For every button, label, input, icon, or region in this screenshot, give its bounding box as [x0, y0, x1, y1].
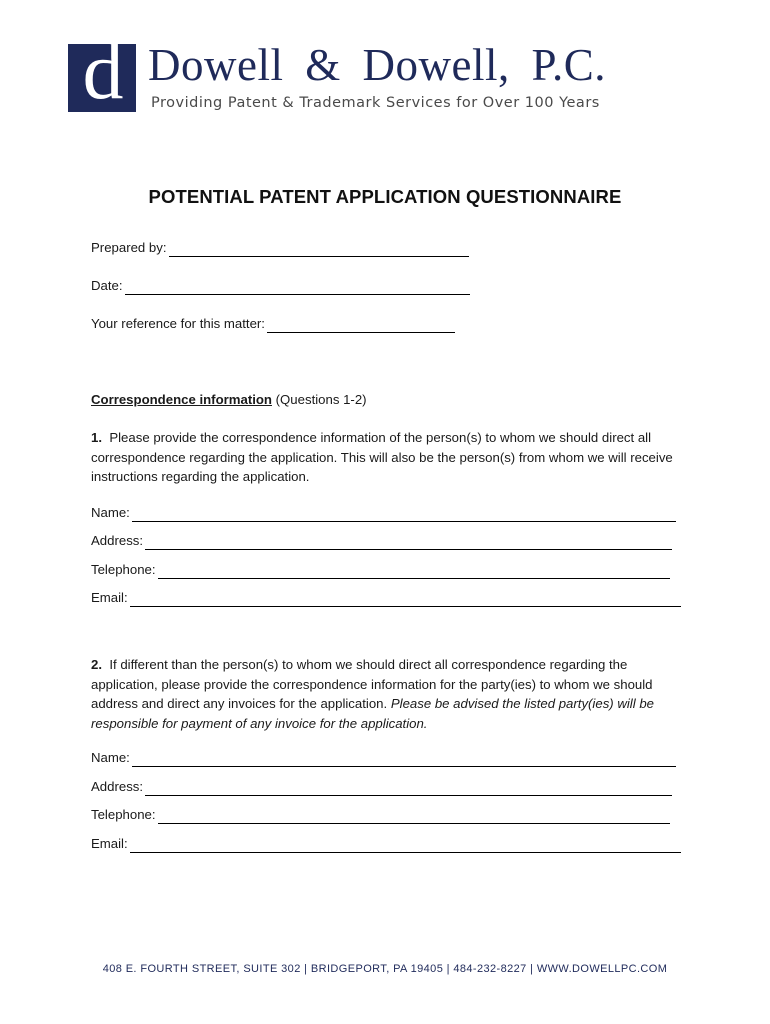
question-2-text — [91, 655, 681, 733]
q1-telephone-field — [91, 561, 670, 579]
question-2-notice: Please be advised the listed party(ies) will be responsible for payment of any invoice for the application. — [91, 696, 654, 731]
q2-name-label: Name: — [91, 750, 130, 765]
q2-name-line[interactable] — [132, 752, 676, 767]
q1-address-line[interactable] — [145, 535, 672, 550]
q2-telephone-label: Telephone: — [91, 807, 156, 822]
firm-logo — [68, 25, 136, 116]
q1-email-field — [91, 589, 681, 607]
q2-email-field — [91, 835, 681, 853]
q1-telephone-line[interactable] — [158, 564, 670, 579]
q2-address-label: Address: — [91, 779, 144, 794]
question-1-text — [91, 428, 681, 487]
question-2-number: 2. — [91, 657, 102, 672]
q2-address-field — [91, 778, 672, 796]
date-line[interactable] — [125, 280, 470, 295]
date-label: Date: — [91, 278, 123, 293]
reference-field — [91, 315, 455, 333]
q1-name-line[interactable] — [132, 507, 676, 522]
date-field — [91, 277, 470, 295]
section-heading-suffix: (Questions 1-2) — [275, 392, 367, 407]
footer-contact: 408 E. FOURTH STREET, SUITE 302 | BRIDGEPORT, PA 19405 | 484-232-8227 | WWW.DOWELLPC.COM — [102, 963, 668, 975]
firm-tagline: Providing Patent & Trademark Services for Over 100 Years — [151, 95, 600, 111]
prepared-by-line[interactable] — [169, 242, 469, 257]
logo-letter: d — [82, 25, 124, 116]
document-title: POTENTIAL PATENT APPLICATION QUESTIONNAIRE — [148, 186, 622, 207]
q1-email-line[interactable] — [130, 592, 681, 607]
question-1-body: Please provide the correspondence information of the person(s) to whom we should direct all correspondence regarding the application. This will also be the person(s) from whom we will receive instructions regarding the application. — [91, 430, 673, 484]
q2-address-line[interactable] — [145, 781, 672, 796]
q1-email-label: Email: — [91, 590, 128, 605]
q1-name-field — [91, 504, 676, 522]
question-2-body: If different than the person(s) to whom we should direct all correspondence regarding the application, please provide the correspondence information for the party(ies) to whom we should address and direct any invoices for the application. — [91, 657, 653, 711]
prepared-by-field — [91, 239, 469, 257]
q2-telephone-line[interactable] — [158, 809, 670, 824]
q1-address-label: Address: — [91, 533, 144, 548]
q2-name-field — [91, 749, 676, 767]
q1-telephone-label: Telephone: — [91, 562, 156, 577]
section-heading-title: Correspondence information — [91, 392, 272, 407]
firm-name: Dowell & Dowell, P.C. — [148, 40, 607, 90]
section-heading — [91, 391, 367, 409]
q1-address-field — [91, 532, 672, 550]
q1-name-label: Name: — [91, 505, 130, 520]
q2-email-label: Email: — [91, 836, 128, 851]
question-1-number: 1. — [91, 430, 102, 445]
reference-line[interactable] — [267, 318, 455, 333]
reference-label: Your reference for this matter: — [91, 316, 265, 331]
prepared-by-label: Prepared by: — [91, 240, 167, 255]
q2-email-line[interactable] — [130, 838, 681, 853]
q2-telephone-field — [91, 806, 670, 824]
